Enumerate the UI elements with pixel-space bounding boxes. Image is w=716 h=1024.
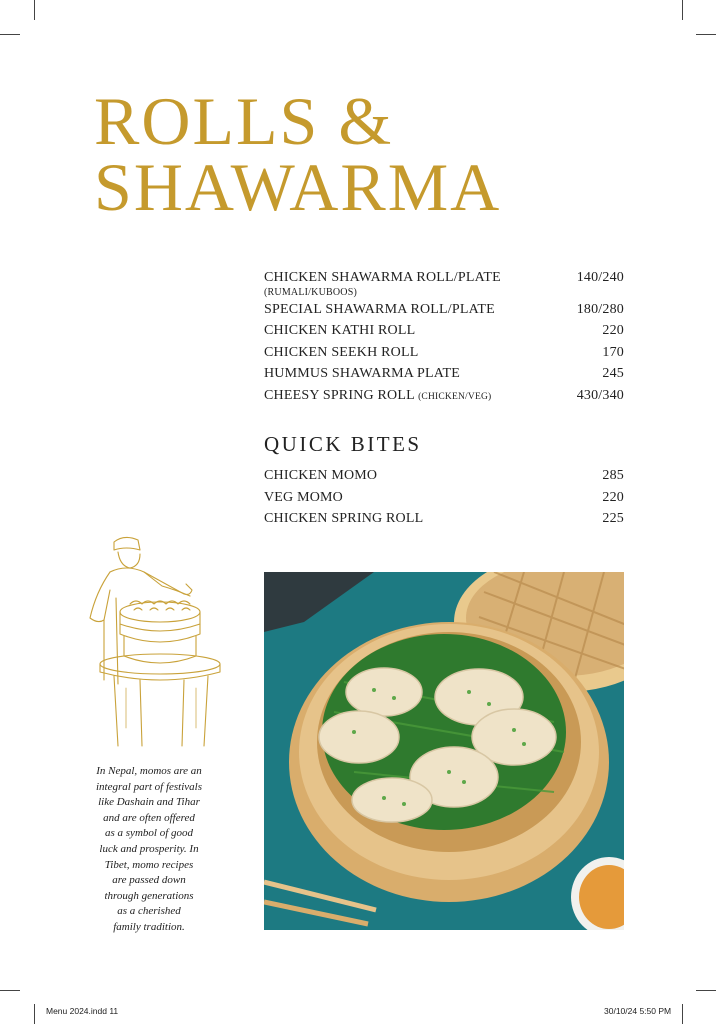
menu-item-price: 170 bbox=[602, 344, 624, 360]
menu-item bbox=[264, 342, 624, 364]
menu-item bbox=[264, 320, 624, 342]
quick-bites-list bbox=[264, 465, 624, 530]
crop-mark-top-left-v bbox=[34, 0, 35, 20]
menu-item-name: CHICKEN SHAWARMA ROLL/PLATE (RUMALI/KUBOOS) bbox=[264, 270, 501, 298]
footer-timestamp: 30/10/24 5:50 PM bbox=[604, 1006, 672, 1016]
menu-item-name: CHICKEN KATHI ROLL bbox=[264, 323, 416, 338]
menu-item bbox=[264, 508, 624, 530]
crop-mark-top-right-h bbox=[696, 34, 716, 35]
page-title bbox=[94, 83, 502, 225]
crop-mark-top-left-h bbox=[0, 34, 20, 35]
rolls-menu-list bbox=[264, 267, 624, 408]
crop-mark-top-right-v bbox=[682, 0, 683, 20]
menu-item-note: (RUMALI/KUBOOS) bbox=[264, 286, 357, 298]
menu-item-price: 220 bbox=[602, 489, 624, 505]
menu-item-name: CHICKEN SEEKH ROLL bbox=[264, 344, 419, 360]
menu-item bbox=[264, 363, 624, 385]
menu-item-name: VEG MOMO bbox=[264, 489, 343, 505]
crop-mark-bottom-left-v bbox=[34, 1004, 35, 1024]
menu-item-price: 430/340 bbox=[576, 387, 624, 403]
menu-item-price: 140/240 bbox=[576, 270, 624, 285]
menu-item bbox=[264, 465, 624, 487]
page-title-line-1: ROLLS & bbox=[94, 83, 394, 159]
menu-item-price: 245 bbox=[602, 366, 624, 381]
footer-file-label: Menu 2024.indd 11 bbox=[46, 1006, 119, 1016]
momo-vendor-illustration-icon bbox=[80, 528, 228, 748]
quick-bites-heading: QUICK BITES bbox=[264, 432, 422, 456]
menu-item bbox=[264, 267, 624, 299]
crop-mark-bottom-right-v bbox=[682, 1004, 683, 1024]
menu-item-name: CHICKEN MOMO bbox=[264, 468, 378, 483]
momo-fact-note: In Nepal, momos are an integral part of festivals like Dashain and Tihar and are often offered as a symbol of good luck and prosperity. In Tibet, momo recipes are passed down through generations as a cherished family tradition. bbox=[95, 765, 203, 933]
menu-item-price: 220 bbox=[602, 323, 624, 338]
crop-mark-bottom-right-h bbox=[696, 990, 716, 991]
menu-item-price: 225 bbox=[602, 511, 624, 526]
momo-steamer-photo-icon bbox=[264, 572, 624, 930]
menu-item bbox=[264, 385, 624, 409]
menu-item-name: SPECIAL SHAWARMA ROLL/PLATE bbox=[264, 301, 495, 317]
page-title-line-2: SHAWARMA bbox=[94, 149, 502, 225]
menu-item-name: HUMMUS SHAWARMA PLATE bbox=[264, 366, 460, 381]
menu-item-note: (CHICKEN/VEG) bbox=[418, 391, 492, 402]
menu-item-name: CHEESY SPRING ROLL (CHICKEN/VEG) bbox=[264, 387, 492, 403]
menu-item bbox=[264, 299, 624, 321]
menu-item-price: 180/280 bbox=[576, 301, 624, 317]
menu-item-name: CHICKEN SPRING ROLL bbox=[264, 511, 424, 526]
crop-mark-bottom-left-h bbox=[0, 990, 20, 991]
momo-steamer-photo bbox=[264, 572, 624, 930]
menu-item bbox=[264, 487, 624, 509]
menu-item-price: 285 bbox=[602, 468, 624, 483]
